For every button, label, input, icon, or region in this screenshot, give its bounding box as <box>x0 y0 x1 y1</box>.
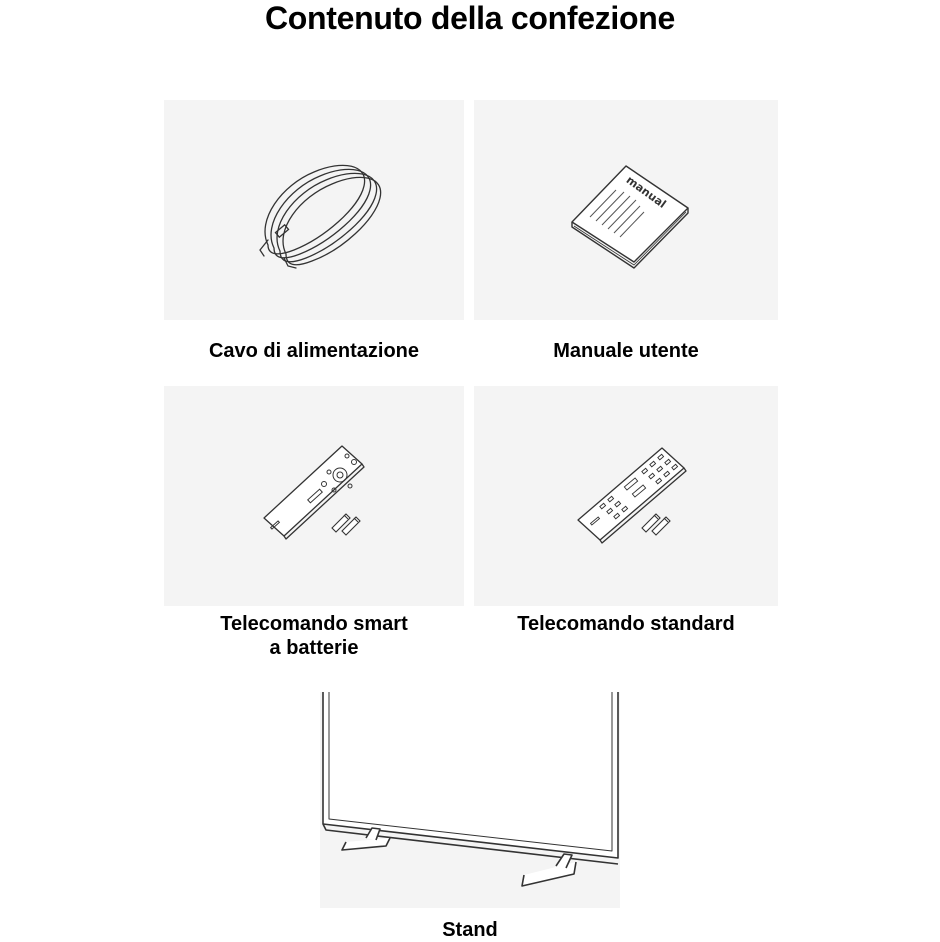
manual-icon <box>474 100 778 320</box>
standard-remote-icon <box>474 386 778 606</box>
item-panel-manual <box>474 100 778 320</box>
item-panel-standard-remote <box>474 386 778 606</box>
item-panel-smart-remote <box>164 386 464 606</box>
item-panel-power-cable <box>164 100 464 320</box>
power-cable-icon <box>164 100 464 320</box>
tv-stand-icon <box>320 692 620 908</box>
item-label-standard-remote: Telecomando standard <box>517 613 735 635</box>
item-label-smart-remote-line2: a batterie <box>269 637 359 659</box>
smart-remote-icon <box>164 386 464 606</box>
item-label-stand: Stand <box>442 919 498 941</box>
page-title: Contenuto della confezione <box>265 0 675 36</box>
item-label-smart-remote <box>164 612 464 660</box>
item-label-power-cable: Cavo di alimentazione <box>208 340 420 362</box>
item-label-manual: Manuale utente <box>553 340 699 362</box>
item-panel-stand <box>320 692 620 908</box>
item-label-smart-remote-line1: Telecomando smart <box>220 613 408 635</box>
manual-cover-text: manual <box>623 173 669 211</box>
